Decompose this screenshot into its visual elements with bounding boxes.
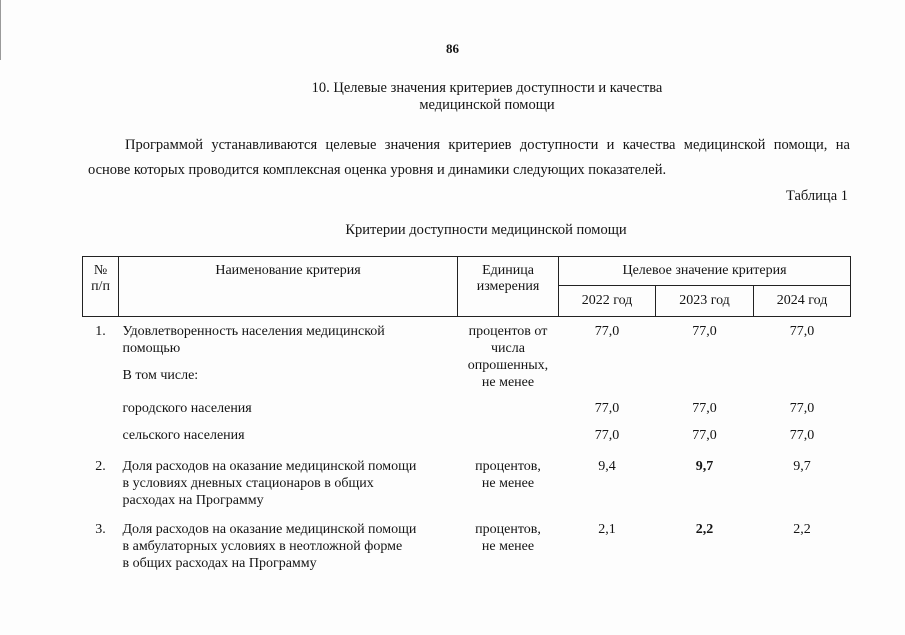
table-row <box>83 509 851 572</box>
row-1-value-2023: 77,0 <box>692 324 717 339</box>
table-caption: Критерии доступности медицинской помощи <box>345 222 627 238</box>
subrow-urban-unit <box>458 391 559 417</box>
section-title-line-1: 10. Целевые значения критериев доступности и качества <box>311 80 663 96</box>
header-unit-line-2: измерения <box>476 279 540 294</box>
intro-paragraph-line-1: Программой устанавливаются целевые значения критериев доступности и качества медицинской помощи, на <box>125 137 850 153</box>
row-1-name-line-1: Удовлетворенность населения медицинской <box>122 324 385 339</box>
row-3-unit-line-1: процентов, <box>475 522 541 537</box>
page-number: 86 <box>446 41 459 56</box>
header-num <box>83 257 119 317</box>
row-1-num: 1. <box>95 324 106 339</box>
subrow-rural-value-2022: 77,0 <box>594 428 620 443</box>
row-3-name-line-3: в общих расходах на Программу <box>122 556 317 571</box>
table-subrow <box>83 391 851 417</box>
subrow-1-num <box>83 391 119 417</box>
header-year-2024: 2024 год <box>754 286 851 317</box>
row-1-unit-line-1: процентов от <box>468 324 548 339</box>
row-1-value-2024: 77,0 <box>789 324 815 339</box>
row-3-name <box>119 509 458 572</box>
row-2-unit-line-2: не менее <box>481 476 535 491</box>
row-2-num: 2. <box>95 459 106 474</box>
subrow-urban-value-2022: 77,0 <box>594 401 620 416</box>
section-title-line-2: медицинской помощи <box>419 97 555 113</box>
row-1-unit-line-3: опрошенных, <box>467 358 549 373</box>
subrow-rural-value-2024: 77,0 <box>789 428 815 443</box>
table-row <box>83 317 851 392</box>
row-3-name-line-1: Доля расходов на оказание медицинской помощи <box>122 522 417 537</box>
row-1-unit-line-2: числа <box>491 341 525 356</box>
subrow-rural-name: сельского населения <box>122 428 245 443</box>
row-3-name-line-2: в амбулаторных условиях в неотложной форме <box>122 539 403 554</box>
subrow-urban-value-2023: 77,0 <box>692 401 717 416</box>
row-2-name-line-1: Доля расходов на оказание медицинской помощи <box>122 459 417 474</box>
row-3-value-2023: 2,2 <box>695 522 714 537</box>
header-target-value: Целевое значение критерия <box>559 257 851 286</box>
header-criterion-name: Наименование критерия <box>119 257 458 317</box>
header-num-line-1: № <box>93 263 108 278</box>
subrow-rural-unit <box>458 417 559 444</box>
table-row <box>83 444 851 509</box>
row-2-value-2024: 9,7 <box>793 459 811 474</box>
row-3-value-2022: 2,1 <box>598 522 616 537</box>
row-2-name-line-2: в условиях дневных стационаров в общих <box>122 476 374 491</box>
row-1-sub-label: В том числе: <box>122 368 199 383</box>
row-1-value-2022: 77,0 <box>594 324 620 339</box>
section-title <box>272 80 702 114</box>
row-2-name-line-3: расходах на Программу <box>122 493 264 508</box>
table-number: Таблица 1 <box>785 188 848 204</box>
row-2-name <box>119 444 458 509</box>
row-1-name <box>119 317 458 392</box>
row-2-value-2022: 9,4 <box>598 459 616 474</box>
row-2-value-2023: 9,7 <box>695 459 714 474</box>
row-2-unit <box>458 444 559 509</box>
criteria-table <box>82 256 851 572</box>
row-3-unit-line-2: не менее <box>481 539 535 554</box>
subrow-urban-value-2024: 77,0 <box>789 401 815 416</box>
header-num-line-2: п/п <box>91 279 110 294</box>
subrow-urban-name: городского населения <box>122 401 252 416</box>
header-unit <box>458 257 559 317</box>
row-2-unit-line-1: процентов, <box>475 459 541 474</box>
row-3-num: 3. <box>95 522 106 537</box>
header-unit-line-1: Единица <box>482 263 534 278</box>
header-year-2023: 2023 год <box>656 286 754 317</box>
intro-paragraph-line-2: основе которых проводится комплексная оценка уровня и динамики следующих показателей. <box>88 162 667 178</box>
row-1-unit <box>458 317 559 392</box>
row-1-name-line-2: помощью <box>122 341 181 356</box>
subrow-2-num <box>83 417 119 444</box>
row-3-unit <box>458 509 559 572</box>
row-1-unit-line-4: не менее <box>481 375 535 390</box>
table-header-row <box>83 257 851 286</box>
subrow-rural-value-2023: 77,0 <box>692 428 717 443</box>
table-subrow <box>83 417 851 444</box>
header-year-2022: 2022 год <box>559 286 656 317</box>
row-3-value-2024: 2,2 <box>793 522 811 537</box>
